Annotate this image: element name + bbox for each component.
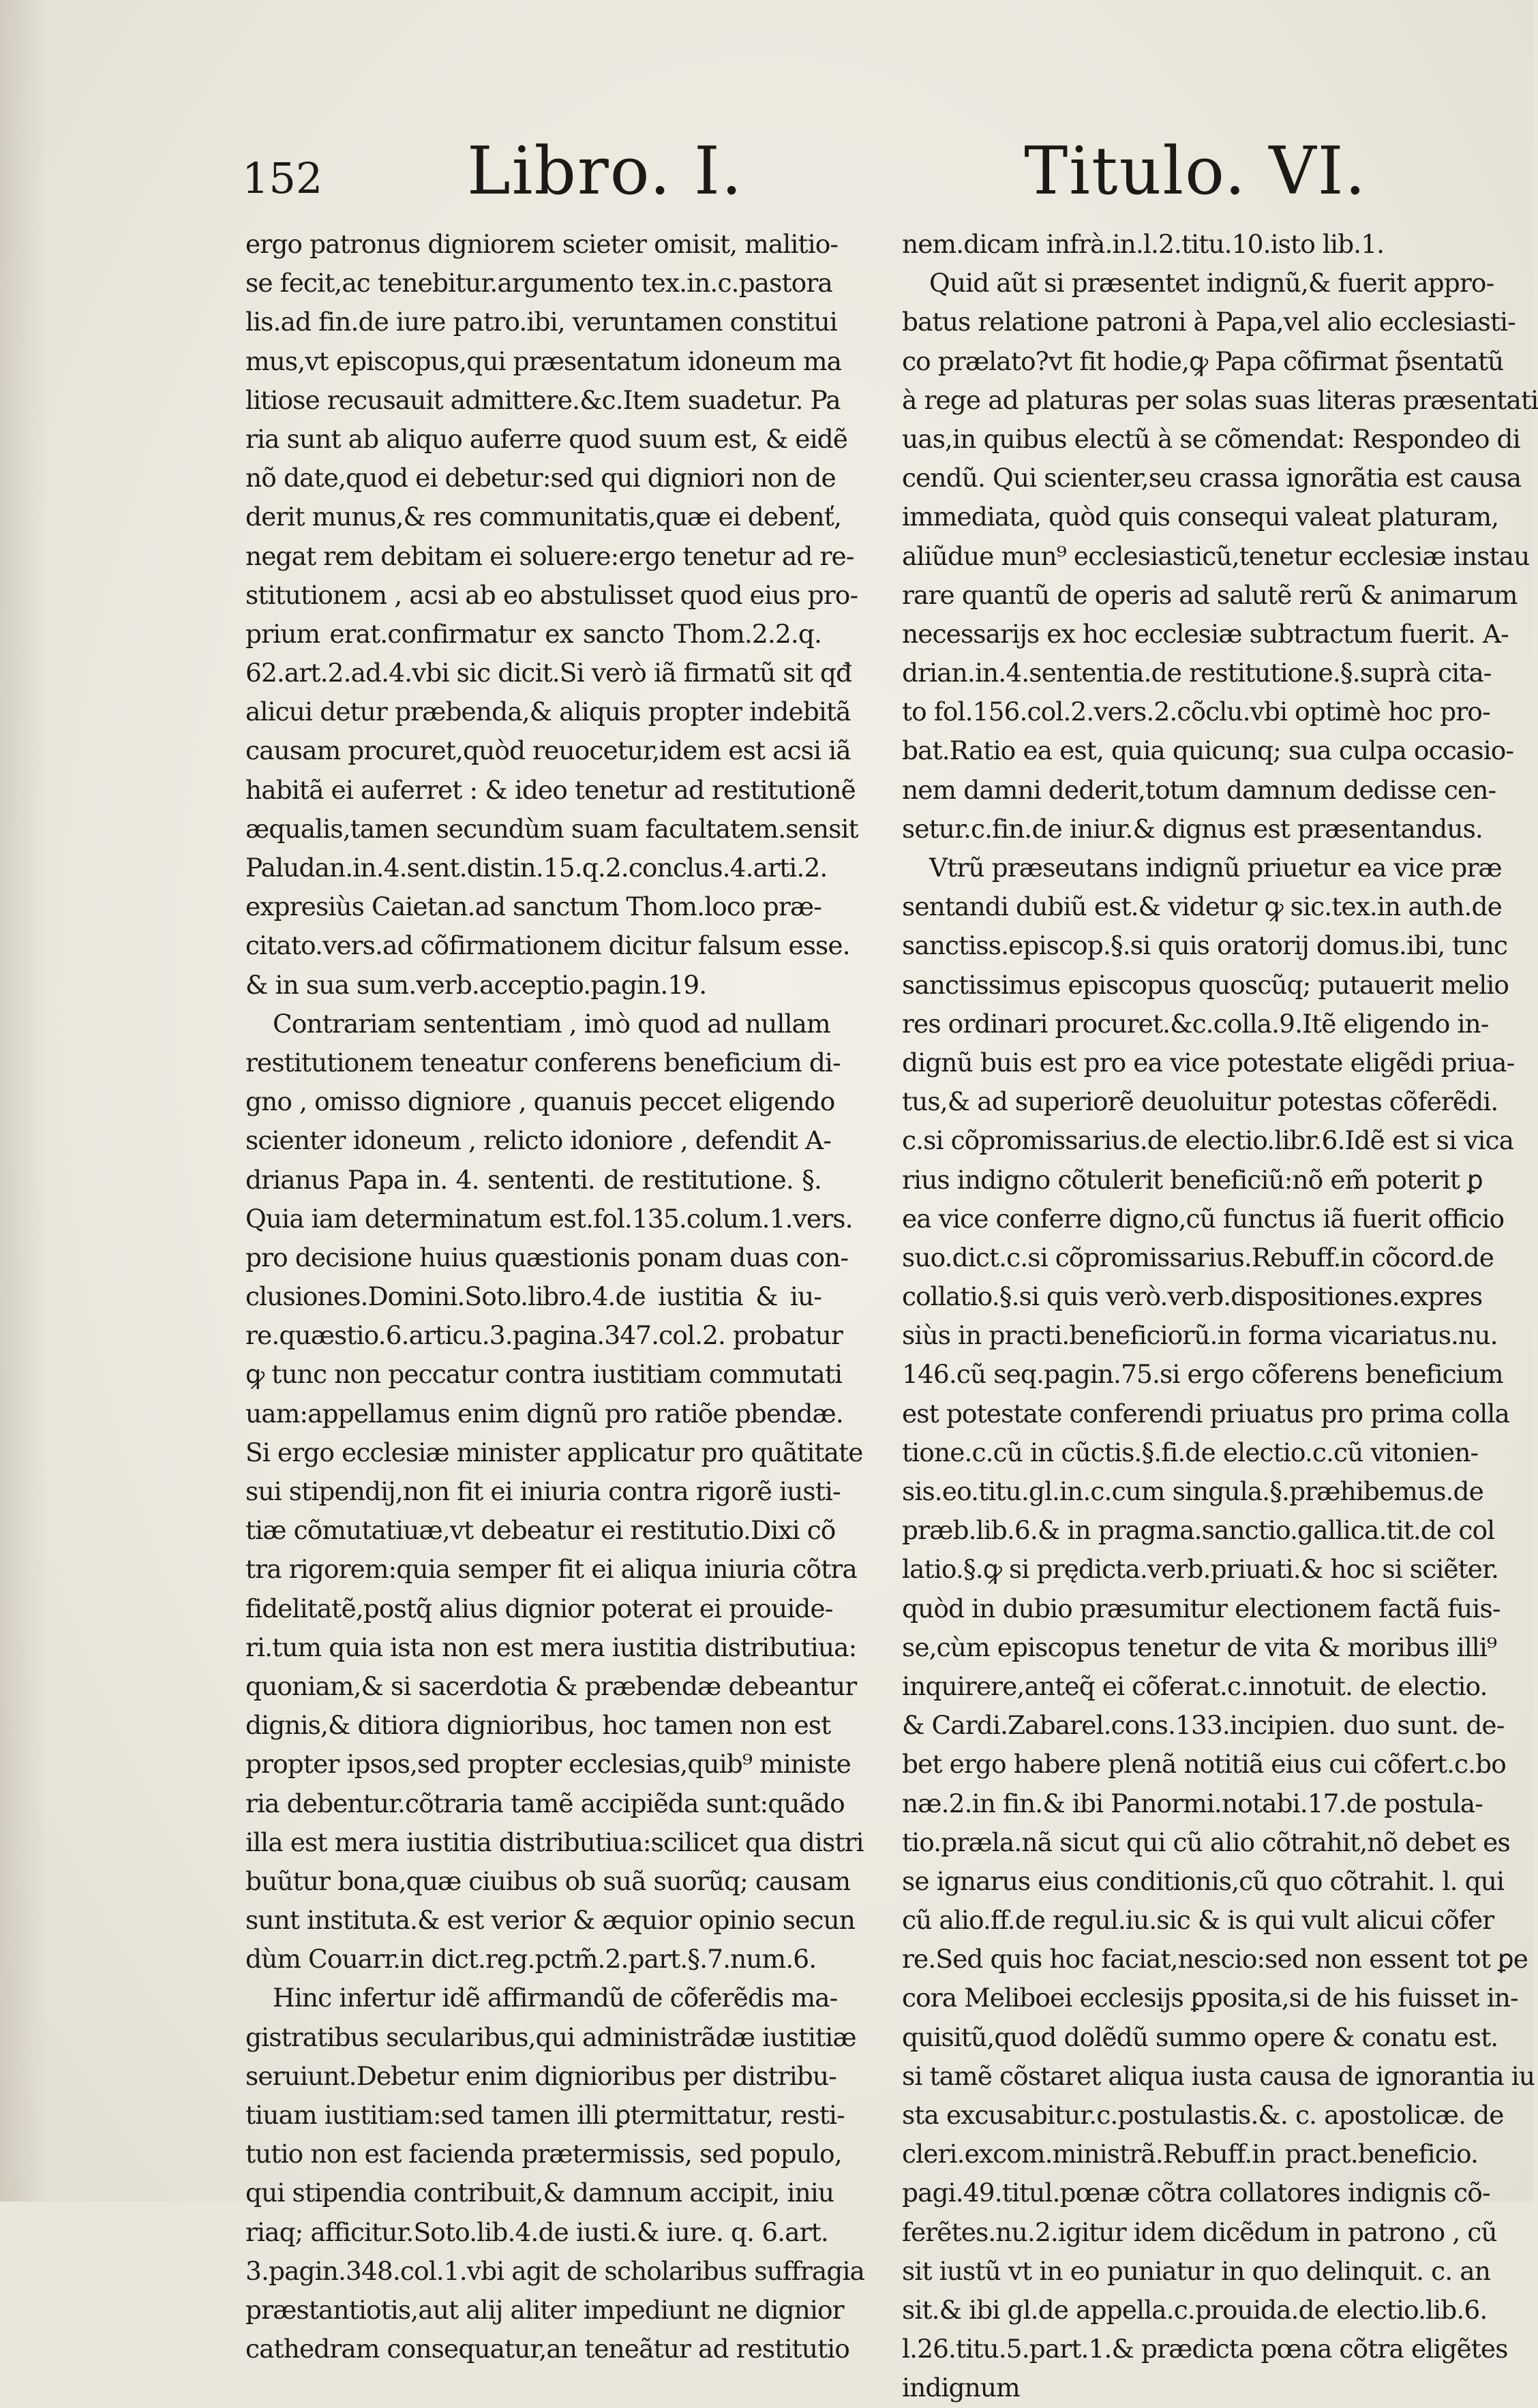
text-line: inquirere,anteq̃ ei cõferat.c.innotuit. de electio. xyxy=(902,1671,1488,1701)
text-line: fidelitatẽ,postq̃ alius dignior poterat ei prouide- xyxy=(245,1593,833,1624)
text-line: præstantiotis,aut alij aliter impediunt ne dignior xyxy=(245,2294,844,2325)
text-line: sit iustũ vt in eo puniatur in quo delinquit. c. an xyxy=(902,2255,1490,2286)
text-line: ergo patronus digniorem scieter omisit, malitio- xyxy=(245,229,839,259)
text-line: cora Meliboei ecclesijs ꝑposita,si de his fuisset in- xyxy=(902,1983,1518,2013)
text-line: drian.in.4.sententia.de restitutione.§.suprà cita- xyxy=(902,658,1492,688)
text-line: quoniam,& si sacerdotia & præbendæ debeantur xyxy=(245,1671,857,1701)
text-line: negat rem debitam ei soluere:ergo tenetur ad re- xyxy=(245,540,854,571)
text-line: dignis,& ditiora dignioribus, hoc tamen non est xyxy=(245,1710,831,1741)
text-line: prium erat.confirmatur ex sancto Thom.2.2.q. xyxy=(245,618,821,649)
text-line: nem.dicam infrà.in.l.2.titu.10.isto lib.1. xyxy=(902,229,1385,259)
text-line: to fol.156.col.2.vers.2.cõclu.vbi optimè hoc pro- xyxy=(902,697,1490,727)
text-line: Paludan.in.4.sent.distin.15.q.2.conclus.4.arti.2. xyxy=(245,853,828,883)
text-line: æqualis,tamen secundùm suam facultatem.sensit xyxy=(245,813,858,844)
text-line: Vtrũ præseutans indignũ priuetur ea vice præ xyxy=(929,853,1502,883)
text-line: sit.& ibi gl.de appella.c.prouida.de electio.lib.6. xyxy=(902,2294,1488,2325)
text-line: derit munus,& res communitatis,quæ ei debenť, xyxy=(245,502,841,532)
text-line: cathedram consequatur,an teneãtur ad restitutio xyxy=(245,2334,849,2364)
text-line: aliũdue mun⁹ ecclesiasticũ,tenetur ecclesiæ instau xyxy=(902,540,1530,571)
text-line: sui stipendij,non fit ei iniuria contra rigorẽ iusti- xyxy=(245,1476,841,1506)
text-line: 3.pagin.348.col.1.vbi agit de scholaribus suffragia xyxy=(245,2255,865,2286)
text-line: necessarijs ex hoc ecclesiæ subtractum fuerit. A- xyxy=(902,618,1509,649)
text-line: sentandi dubiũ est.& videtur ꝙ sic.tex.in auth.de xyxy=(902,891,1502,922)
text-line: Contrariam sententiam , imò quod ad nullam xyxy=(273,1008,830,1039)
text-line: re.quæstio.6.articu.3.pagina.347.col.2. probatur xyxy=(245,1320,843,1351)
text-line: gistratibus secularibus,qui administrãdæ iustitiæ xyxy=(245,2022,856,2052)
text-line: lis.ad fin.de iure patro.ibi, veruntamen constitui xyxy=(245,307,837,337)
text-line: 62.art.2.ad.4.vbi sic dicit.Si verò iã firmatũ sit qđ xyxy=(245,658,852,688)
text-line: cendũ. Qui scienter,seu crassa ignorãtia est causa xyxy=(902,463,1522,493)
text-line: ria sunt ab aliquo auferre quod suum est, & eidẽ xyxy=(245,423,848,454)
text-line: causam procuret,quòd reuocetur,idem est acsi iã xyxy=(245,735,851,766)
gutter-shadow xyxy=(0,0,48,2201)
text-line: se fecit,ac tenebitur.argumento tex.in.c.pastora xyxy=(245,268,832,299)
text-line: propter ipsos,sed propter ecclesias,quib⁹ ministe xyxy=(245,1749,851,1780)
text-line: se ignarus eius conditionis,cũ quo cõtrahit. l. qui xyxy=(902,1865,1505,1896)
text-line: sanctissimus episcopus quoscũq; putauerit melio xyxy=(902,969,1509,1000)
text-line: nem damni dederit,totum damnum dedisse cen- xyxy=(902,774,1496,805)
text-line: sta excusabitur.c.postulastis.&. c. apostolicæ. de xyxy=(902,2100,1504,2130)
text-line: tio.præla.nã sicut qui cũ alio cõtrahit,nõ debet es xyxy=(902,1827,1510,1857)
text-line: quòd in dubio præsumitur electionem factã fuis- xyxy=(902,1593,1501,1624)
text-line: buũtur bona,quæ ciuibus ob suã suorũq; causam xyxy=(245,1865,851,1896)
text-line: dignũ buis est pro ea vice potestate eligẽdi priua- xyxy=(902,1047,1515,1078)
text-line: bet ergo habere plenã notitiã eius cui cõfert.c.bo xyxy=(902,1749,1506,1780)
text-line: cleri.excom.ministrã.Rebuff.in pract.beneficio. xyxy=(902,2139,1478,2169)
text-line: 146.cũ seq.pagin.75.si ergo cõferens beneficium xyxy=(902,1359,1503,1390)
text-line: à rege ad platuras per solas suas literas præsentati xyxy=(902,384,1538,415)
text-line: scienter idoneum , relicto idoniore , defendit A- xyxy=(245,1125,831,1156)
text-line: qui stipendia contribuit,& damnum accipit, iniu xyxy=(245,2178,834,2208)
text-line: est potestate conferendi priuatus pro prima colla xyxy=(902,1398,1509,1429)
text-line: siùs in practi.beneficiorũ.in forma vicariatus.nu. xyxy=(902,1320,1498,1351)
book-heading: Libro. I. xyxy=(467,133,744,209)
right-text-column xyxy=(902,225,1538,2408)
text-line: latio.§.ꝙ si prędicta.verb.priuati.& hoc si sciẽter. xyxy=(902,1554,1499,1585)
text-line: ferẽtes.nu.2.igitur idem dicẽdum in patrono , cũ xyxy=(902,2216,1497,2247)
text-line: immediata, quòd quis consequi valeat platuram, xyxy=(902,502,1499,532)
left-text-column xyxy=(245,225,865,2368)
text-line: tiuam iustitiam:sed tamen illi ꝑtermittatur, resti- xyxy=(245,2100,845,2130)
text-line: dùm Couarr.in dict.reg.pctm̃.2.part.§.7.num.6. xyxy=(245,1944,817,1975)
text-line: riaq; afficitur.Soto.lib.4.de iusti.& iure. q. 6.art. xyxy=(245,2216,828,2247)
text-line: drianus Papa in. 4. sententi. de restitutione. §. xyxy=(245,1164,821,1195)
title-heading: Titulo. VI. xyxy=(1024,133,1367,209)
text-line: pagi.49.titul.pœnæ cõtra collatores indignis cõ- xyxy=(902,2178,1490,2208)
text-line: sanctiss.episcop.§.si quis oratorij domus.ibi, tunc xyxy=(902,930,1508,961)
text-line: tiæ cõmutatiuæ,vt debeatur ei restitutio.Dixi cõ xyxy=(245,1515,836,1546)
text-line: suo.dict.c.si cõpromissarius.Rebuff.in cõcord.de xyxy=(902,1242,1494,1272)
text-line: nõ date,quod ei debetur:sed qui digniori non de xyxy=(245,463,836,493)
text-line: & Cardi.Zabarel.cons.133.incipien. duo sunt. de- xyxy=(902,1710,1505,1741)
text-line: res ordinari procuret.&c.colla.9.Itẽ eligendo in- xyxy=(902,1008,1489,1039)
text-line: re.Sed quis hoc faciat,nescio:sed non essent tot ꝑe xyxy=(902,1944,1528,1975)
text-line: cũ alio.ff.de regul.iu.sic & is qui vult alicui cõfer xyxy=(902,1905,1494,1936)
text-line: c.si cõpromissarius.de electio.libr.6.Idẽ est si vica xyxy=(902,1125,1514,1156)
text-line: Si ergo ecclesiæ minister applicatur pro quãtitate xyxy=(245,1437,863,1467)
text-line: clusiones.Domini.Soto.libro.4.de iustitia & iu- xyxy=(245,1281,821,1312)
text-line: alicui detur præbenda,& aliquis propter indebitã xyxy=(245,697,851,727)
text-line: næ.2.in fin.& ibi Panormi.notabi.17.de postula- xyxy=(902,1788,1483,1818)
text-line: ri.tum quia ista non est mera iustitia distributiua: xyxy=(245,1632,857,1662)
text-line: rius indigno cõtulerit beneficiũ:nõ em̃ poterit ꝑ xyxy=(902,1164,1483,1195)
text-line: præb.lib.6.& in pragma.sanctio.gallica.tit.de col xyxy=(902,1515,1495,1546)
text-line: tra rigorem:quia semper fit ei aliqua iniuria cõtra xyxy=(245,1554,857,1585)
text-line: tione.c.cũ in cũctis.§.fi.de electio.c.cũ vitonien- xyxy=(902,1437,1479,1467)
text-line: gno , omisso digniore , quanuis peccet eligendo xyxy=(245,1086,835,1117)
text-line: uam:appellamus enim dignũ pro ratiõe pbendæ. xyxy=(245,1398,843,1429)
text-line: tutio non est facienda prætermissis, sed populo, xyxy=(245,2139,842,2169)
text-line: stitutionem , acsi ab eo abstulisset quod eius pro- xyxy=(245,579,858,610)
text-line: Quid aũt si præsentet indignũ,& fuerit appro- xyxy=(929,268,1494,299)
text-line: sis.eo.titu.gl.in.c.cum singula.§.præhibemus.de xyxy=(902,1476,1483,1506)
text-line: l.26.titu.5.part.1.& prædicta pœna cõtra eligẽtes xyxy=(902,2334,1508,2364)
text-line: tus,& ad superiorẽ deuoluitur potestas cõferẽdi. xyxy=(902,1086,1498,1117)
text-line: rare quantũ de operis ad salutẽ rerũ & animarum xyxy=(902,579,1518,610)
text-line: setur.c.fin.de iniur.& dignus est præsentandus. xyxy=(902,813,1483,844)
text-line: restitutionem teneatur conferens beneficium di- xyxy=(245,1047,841,1078)
text-line: litiose recusauit admittere.&c.Item suadetur. Pa xyxy=(245,384,841,415)
text-line: seruiunt.Debetur enim dignioribus per distribu- xyxy=(245,2060,836,2091)
text-line: mus,vt episcopus,qui præsentatum idoneum ma xyxy=(245,346,842,376)
text-line: uas,in quibus electũ à se cõmendat: Respondeo di xyxy=(902,423,1520,454)
page-number: 152 xyxy=(242,153,323,203)
text-line: collatio.§.si quis verò.verb.dispositiones.expres xyxy=(902,1281,1483,1312)
text-line: se,cùm episcopus tenetur de vita & moribus illi⁹ xyxy=(902,1632,1497,1662)
text-line: habitã ei auferret : & ideo tenetur ad restitutionẽ xyxy=(245,774,856,805)
running-head xyxy=(242,133,1367,208)
text-line: co prælato?vt fit hodie,ꝙ Papa cõfirmat p̃sentatũ xyxy=(902,346,1504,376)
text-line: Quia iam determinatum est.fol.135.colum.1.vers. xyxy=(245,1203,853,1234)
text-line: expresiùs Caietan.ad sanctum Thom.loco præ- xyxy=(245,891,821,922)
text-line: & in sua sum.verb.acceptio.pagin.19. xyxy=(245,969,707,1000)
text-line: citato.vers.ad cõfirmationem dicitur falsum esse. xyxy=(245,930,850,961)
text-line: Hinc infertur idẽ affirmandũ de cõferẽdis ma- xyxy=(273,1983,838,2013)
text-line: bat.Ratio ea est, quia quicunq; sua culpa occasio- xyxy=(902,735,1514,766)
text-line: si tamẽ cõstaret aliqua iusta causa de ignorantia iu xyxy=(902,2060,1535,2091)
text-line: ea vice conferre digno,cũ functus iã fuerit officio xyxy=(902,1203,1505,1234)
text-line: illa est mera iustitia distributiua:scilicet qua distri xyxy=(245,1827,864,1857)
text-line: ꝙ tunc non peccatur contra iustitiam commutati xyxy=(245,1359,843,1390)
text-line: pro decisione huius quæstionis ponam duas con- xyxy=(245,1242,849,1272)
text-line: sunt instituta.& est verior & æquior opinio secun xyxy=(245,1905,855,1936)
text-line: indignum xyxy=(902,2373,1020,2403)
text-line: quisitũ,quod dolẽdũ summo opere & conatu est. xyxy=(902,2022,1498,2052)
text-line: batus relatione patroni à Papa,vel alio ecclesiasti- xyxy=(902,307,1516,337)
text-line: ria debentur.cõtraria tamẽ accipiẽda sunt:quãdo xyxy=(245,1788,845,1818)
